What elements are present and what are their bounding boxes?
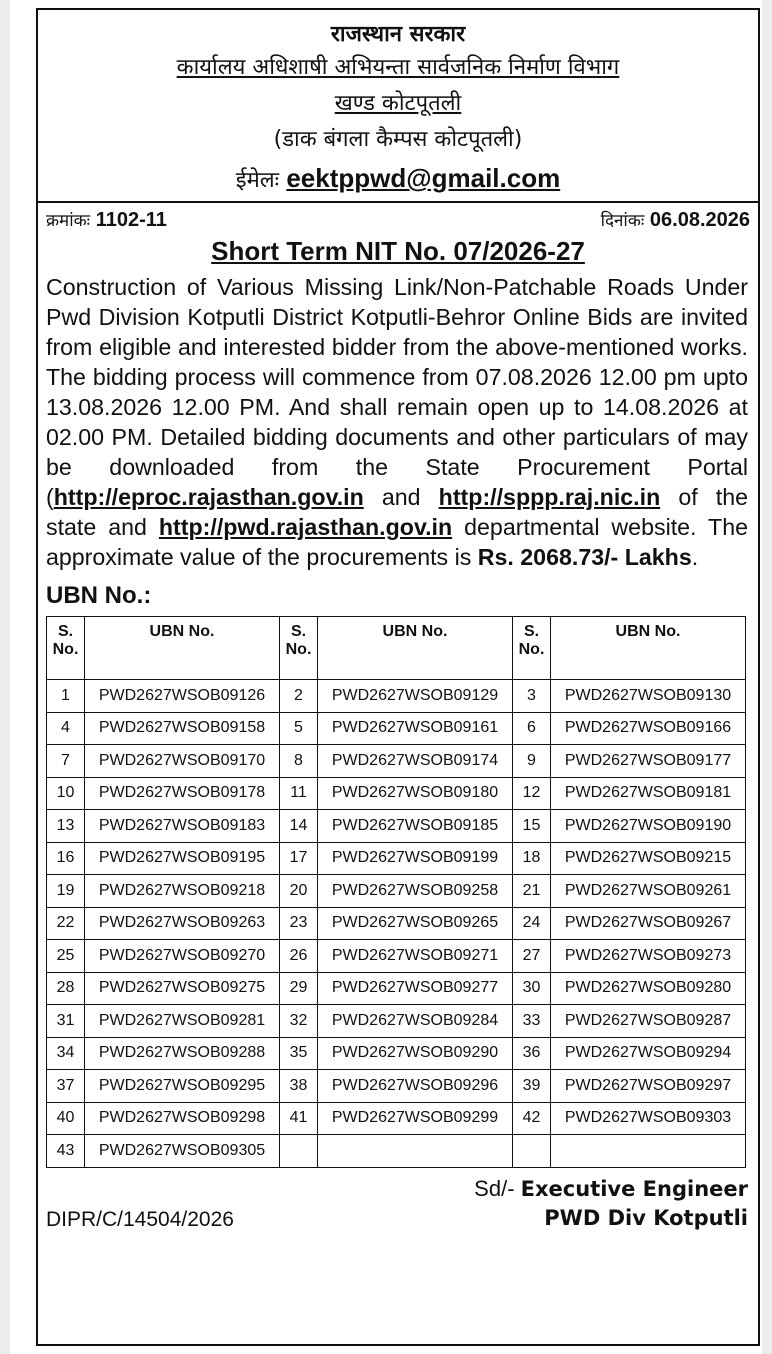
- cell-ubn: PWD2627WSOB09290: [318, 1037, 513, 1070]
- cell-sno: 3: [513, 680, 551, 713]
- cell-sno: 40: [47, 1102, 85, 1135]
- cell-ubn: PWD2627WSOB09265: [318, 907, 513, 940]
- cell-ubn: PWD2627WSOB09185: [318, 810, 513, 843]
- col-header-sno: S. No.: [513, 617, 551, 680]
- email-label: ईमेलः: [235, 168, 280, 193]
- table-row: [47, 1135, 746, 1168]
- cell-ubn: PWD2627WSOB09267: [551, 907, 746, 940]
- reference-date: [601, 207, 750, 234]
- ubn-table-body: [47, 680, 746, 1168]
- cell-ubn: PWD2627WSOB09261: [551, 875, 746, 908]
- cell-ubn: PWD2627WSOB09297: [551, 1070, 746, 1103]
- cell-sno: 6: [513, 712, 551, 745]
- cell-sno: 8: [280, 745, 318, 778]
- header-office: कार्यालय अधिशाषी अभियन्ता सार्वजनिक निर्माण विभाग: [176, 55, 620, 80]
- table-row: [47, 875, 746, 908]
- cell-ubn: PWD2627WSOB09218: [85, 875, 280, 908]
- cell-sno: 30: [513, 972, 551, 1005]
- cell-ubn: PWD2627WSOB09258: [318, 875, 513, 908]
- ubn-table: [46, 616, 746, 1168]
- table-row: [47, 972, 746, 1005]
- cell-ubn: PWD2627WSOB09130: [551, 680, 746, 713]
- table-row: [47, 810, 746, 843]
- cell-ubn: PWD2627WSOB09263: [85, 907, 280, 940]
- cell-ubn: PWD2627WSOB09277: [318, 972, 513, 1005]
- col-header-ubn: UBN No.: [85, 617, 280, 680]
- cell-sno: [513, 1135, 551, 1168]
- cell-sno: 10: [47, 777, 85, 810]
- cell-sno: 18: [513, 842, 551, 875]
- cell-sno: 38: [280, 1070, 318, 1103]
- reference-date-value: 06.08.2026: [649, 209, 750, 231]
- cell-ubn: PWD2627WSOB09295: [85, 1070, 280, 1103]
- cell-sno: 25: [47, 940, 85, 973]
- notice-body: [38, 272, 758, 572]
- cell-sno: 14: [280, 810, 318, 843]
- cell-sno: 20: [280, 875, 318, 908]
- table-row: [47, 712, 746, 745]
- table-row: [47, 1005, 746, 1038]
- cell-sno: 32: [280, 1005, 318, 1038]
- header-email-line: [38, 158, 758, 201]
- cell-sno: 13: [47, 810, 85, 843]
- cell-sno: 28: [47, 972, 85, 1005]
- cell-sno: 16: [47, 842, 85, 875]
- cell-ubn: PWD2627WSOB09299: [318, 1102, 513, 1135]
- dipr-number: DIPR/C/14504/2026: [46, 1207, 234, 1231]
- header-government: राजस्थान सरकार: [330, 22, 466, 47]
- table-row: [47, 842, 746, 875]
- cell-sno: 2: [280, 680, 318, 713]
- cell-ubn: PWD2627WSOB09294: [551, 1037, 746, 1070]
- cell-sno: 41: [280, 1102, 318, 1135]
- body-text-4: .: [691, 544, 699, 570]
- table-row: [47, 745, 746, 778]
- nit-title: Short Term NIT No. 07/2026-27: [211, 236, 585, 266]
- cell-ubn: PWD2627WSOB09287: [551, 1005, 746, 1038]
- cell-sno: 36: [513, 1037, 551, 1070]
- table-row: [47, 907, 746, 940]
- signature-title: Executive Engineer: [520, 1176, 748, 1201]
- notice-box: [36, 8, 760, 1346]
- cell-sno: 43: [47, 1135, 85, 1168]
- reference-line: [38, 203, 758, 234]
- cell-ubn: PWD2627WSOB09190: [551, 810, 746, 843]
- cell-ubn: PWD2627WSOB09178: [85, 777, 280, 810]
- cell-ubn: PWD2627WSOB09199: [318, 842, 513, 875]
- cell-sno: 23: [280, 907, 318, 940]
- cell-sno: 19: [47, 875, 85, 908]
- col-header-ubn: UBN No.: [318, 617, 513, 680]
- table-row: [47, 680, 746, 713]
- cell-ubn: PWD2627WSOB09298: [85, 1102, 280, 1135]
- header-division: खण्ड कोटपूतली: [334, 91, 462, 116]
- cell-ubn: PWD2627WSOB09161: [318, 712, 513, 745]
- reference-number-label: क्रमांकः: [46, 211, 91, 231]
- cell-sno: 11: [280, 777, 318, 810]
- cell-ubn: [318, 1135, 513, 1168]
- reference-number-value: 1102-11: [95, 209, 167, 231]
- procurement-amount: Rs. 2068.73/- Lakhs: [477, 544, 692, 570]
- cell-ubn: PWD2627WSOB09183: [85, 810, 280, 843]
- cell-ubn: PWD2627WSOB09181: [551, 777, 746, 810]
- ubn-title: UBN No.:: [46, 582, 152, 609]
- cell-ubn: PWD2627WSOB09273: [551, 940, 746, 973]
- cell-sno: 42: [513, 1102, 551, 1135]
- reference-date-label: दिनांकः: [600, 211, 645, 231]
- cell-ubn: PWD2627WSOB09126: [85, 680, 280, 713]
- cell-ubn: PWD2627WSOB09305: [85, 1135, 280, 1168]
- cell-sno: 7: [47, 745, 85, 778]
- cell-ubn: PWD2627WSOB09296: [318, 1070, 513, 1103]
- cell-ubn: PWD2627WSOB09271: [318, 940, 513, 973]
- cell-ubn: PWD2627WSOB09280: [551, 972, 746, 1005]
- cell-ubn: PWD2627WSOB09270: [85, 940, 280, 973]
- cell-sno: 29: [280, 972, 318, 1005]
- cell-sno: 21: [513, 875, 551, 908]
- reference-number: [46, 207, 167, 234]
- body-text-3: departmental website. The approximate value of the procurements is: [46, 514, 748, 570]
- cell-sno: 4: [47, 712, 85, 745]
- cell-ubn: PWD2627WSOB09177: [551, 745, 746, 778]
- body-text-and: and: [363, 484, 439, 510]
- cell-sno: 15: [513, 810, 551, 843]
- cell-ubn: [551, 1135, 746, 1168]
- signature-sd: Sd/-: [474, 1175, 515, 1201]
- table-row: [47, 940, 746, 973]
- cell-sno: 9: [513, 745, 551, 778]
- cell-sno: 1: [47, 680, 85, 713]
- cell-ubn: PWD2627WSOB09195: [85, 842, 280, 875]
- cell-ubn: PWD2627WSOB09215: [551, 842, 746, 875]
- table-row: [47, 777, 746, 810]
- table-row: [47, 1037, 746, 1070]
- eproc-link[interactable]: http://eproc.rajasthan.gov.in: [53, 484, 364, 510]
- pwd-link[interactable]: http://pwd.rajasthan.gov.in: [158, 514, 453, 540]
- cell-ubn: PWD2627WSOB09303: [551, 1102, 746, 1135]
- cell-sno: 35: [280, 1037, 318, 1070]
- cell-sno: 39: [513, 1070, 551, 1103]
- table-row: [47, 1070, 746, 1103]
- cell-sno: 31: [47, 1005, 85, 1038]
- ubn-table-header: [47, 617, 746, 680]
- email-link[interactable]: eektppwd@gmail.com: [286, 163, 561, 193]
- cell-sno: 27: [513, 940, 551, 973]
- cell-sno: 34: [47, 1037, 85, 1070]
- col-header-sno: S. No.: [280, 617, 318, 680]
- header-address: (डाक बंगला कैम्पस कोटपूतली): [273, 127, 523, 152]
- notice-header: [38, 20, 758, 201]
- cell-ubn: PWD2627WSOB09275: [85, 972, 280, 1005]
- signature-line: [474, 1176, 748, 1202]
- cell-sno: 37: [47, 1070, 85, 1103]
- col-header-ubn: UBN No.: [551, 617, 746, 680]
- cell-sno: 33: [513, 1005, 551, 1038]
- cell-sno: 5: [280, 712, 318, 745]
- cell-sno: 26: [280, 940, 318, 973]
- signature-block: [38, 1168, 758, 1238]
- cell-ubn: PWD2627WSOB09170: [85, 745, 280, 778]
- cell-sno: 17: [280, 842, 318, 875]
- body-text-2: of the state and: [46, 484, 748, 540]
- signature-division: PWD Div Kotputli: [544, 1205, 748, 1230]
- cell-sno: 12: [513, 777, 551, 810]
- table-row: [47, 1102, 746, 1135]
- cell-ubn: PWD2627WSOB09180: [318, 777, 513, 810]
- cell-ubn: PWD2627WSOB09158: [85, 712, 280, 745]
- cell-ubn: PWD2627WSOB09288: [85, 1037, 280, 1070]
- sppp-link[interactable]: http://sppp.raj.nic.in: [438, 484, 661, 510]
- cell-ubn: PWD2627WSOB09129: [318, 680, 513, 713]
- cell-sno: [280, 1135, 318, 1168]
- cell-sno: 22: [47, 907, 85, 940]
- cell-ubn: PWD2627WSOB09174: [318, 745, 513, 778]
- cell-ubn: PWD2627WSOB09284: [318, 1005, 513, 1038]
- cell-ubn: PWD2627WSOB09166: [551, 712, 746, 745]
- cell-ubn: PWD2627WSOB09281: [85, 1005, 280, 1038]
- body-text-1: Construction of Various Missing Link/Non-Patchable Roads Under Pwd Division Kotputli District Kotputli-Behror Online Bids are invited from eligible and interested bidder from the above-mentioned works. The bidding process will commence from 07.08.2026 12.00 pm upto 13.08.2026 12.00 PM. And shall remain open up to 14.08.2026 at 02.00 PM. Detailed bidding documents and other particulars of may be downloaded from the State Procurement Portal (: [46, 274, 748, 510]
- cell-sno: 24: [513, 907, 551, 940]
- col-header-sno: S. No.: [47, 617, 85, 680]
